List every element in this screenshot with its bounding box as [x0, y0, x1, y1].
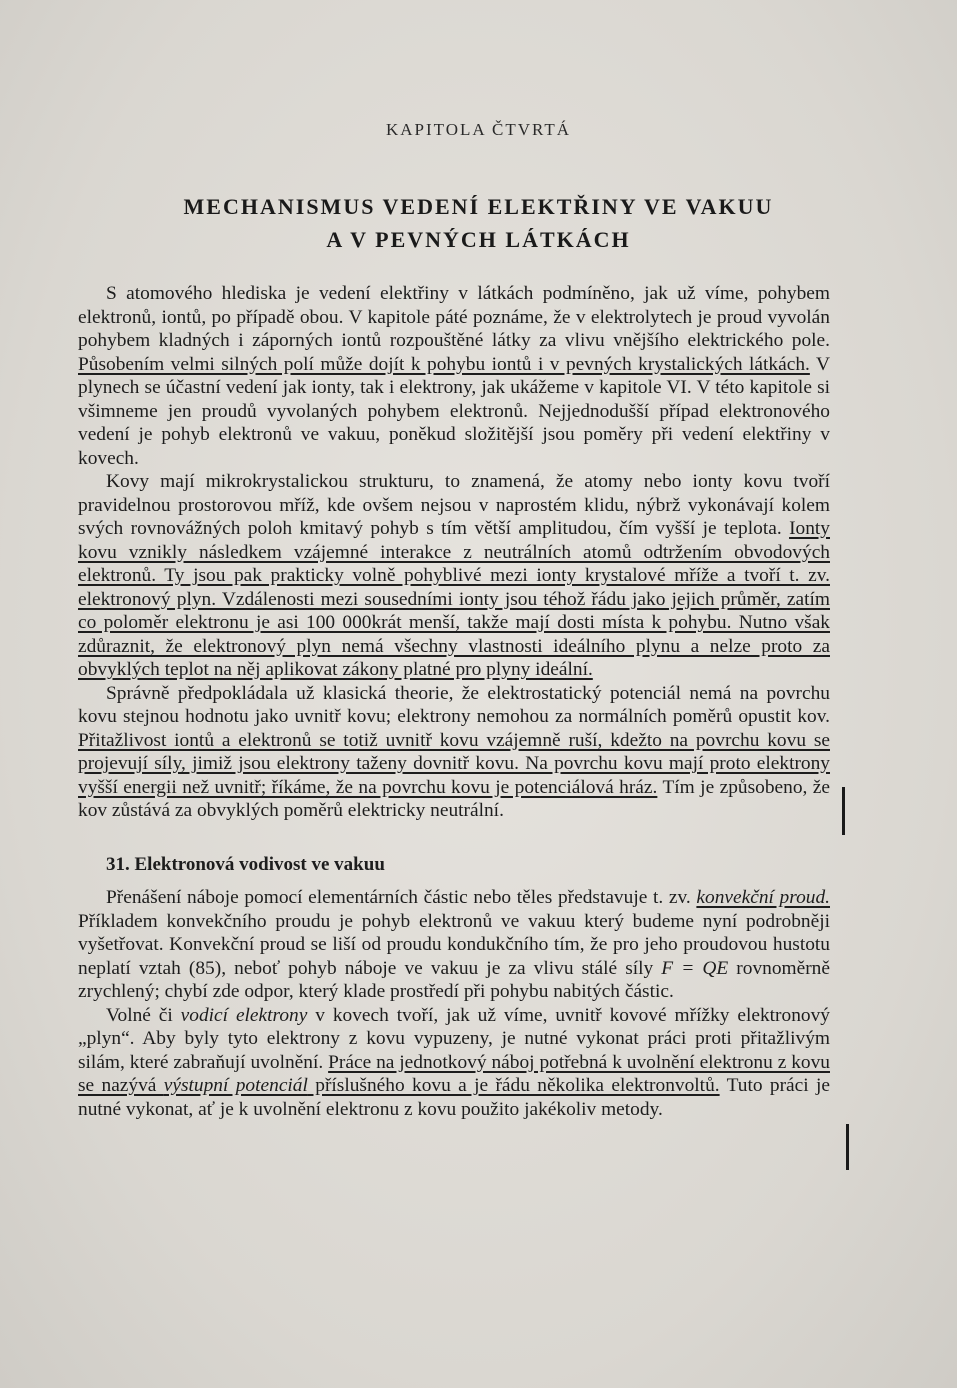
formula: F = QE	[661, 957, 729, 979]
term-vystupni-potencial: výstupní potenciál	[163, 1075, 308, 1096]
section-paragraph-2-underlined: Práce na jednotkový náboj potřebná k uvolnění elektronu z kovu se nazývá	[78, 1051, 830, 1096]
section-paragraph-2	[78, 1004, 830, 1122]
paragraph-1-text: S atomového hlediska je vedení elektřiny v látkách podmíněno, jak už víme, pohybem elektronů, iontů, po případě obou. V kapitole páté poznáme, že v elektrolytech je proud vyvolán pohybem kladných i záporných iontů rozpouštěné látky za vlivu vnějšího elektrického pole.	[78, 283, 830, 351]
term-konvekcni-proud: konvekční proud.	[696, 887, 830, 908]
chapter-label: KAPITOLA ČTVRTÁ	[386, 120, 571, 139]
paragraph-1	[78, 282, 830, 470]
paragraph-3	[78, 682, 830, 823]
margin-mark	[842, 787, 845, 835]
section-paragraph-1-text-end: rovnoměrně zrychlený; chybí zde odpor, který klade prostředí při pohybu nabitých částic.	[78, 957, 830, 1002]
paragraph-3-underlined: Přitažlivost iontů a elektronů se totiž uvnitř kovu vzájemně ruší, kdežto na povrchu kovu se projevují síly, jimiž jsou elektrony taženy dovnitř kovu. Na povrchu kovu mají proto elektrony vyšší energii než uvnitř; říkáme, že na povrchu kovu je potenciálová hráz.	[78, 729, 830, 798]
section-heading: 31. Elektronová vodivost ve vakuu	[106, 853, 385, 875]
paragraph-2	[78, 470, 830, 682]
section-paragraph-1	[78, 886, 830, 1004]
paragraph-2-underlined: Ionty kovu vznikly následkem vzájemné interakce z neutrálních atomů odtržením obvodových elektronů. Ty jsou pak prakticky volně pohyblivé mezi ionty krystalové mříže a tvoří t. zv. elektronový plyn. Vzdálenosti mezi sousedními ionty jsou téhož řádu jako jejich průměr, zatím co poloměr elektronu je asi 100 000krát menší, takže mají dosti místa k pohybu. Nutno však zdůraznit, že elektronový plyn nemá všechny vlastnosti ideálního plynu a nelze proto za obvyklých teplot na něj aplikovat zákony platné pro plyny ideální.	[78, 518, 830, 680]
paragraph-1-underlined: Působením velmi silných polí může dojít k pohybu iontů i v pevných krystalických látkách.	[78, 353, 810, 375]
section-paragraph-2-text: Volné či	[106, 1004, 181, 1026]
chapter-title	[0, 190, 957, 256]
paragraph-3-text-cont: Tím je způsobeno, že kov zůstává za obvyklých poměrů elektricky neutrální.	[78, 776, 830, 821]
chapter-body	[78, 282, 830, 1121]
margin-mark	[846, 1124, 849, 1170]
chapter-title-line-2: A V PEVNÝCH LÁTKÁCH	[326, 227, 631, 252]
chapter-title-line-1: MECHANISMUS VEDENÍ ELEKTŘINY VE VAKUU	[183, 194, 774, 219]
section-paragraph-2-underlined-cont: příslušného kovu a je řádu několika elektronvoltů.	[307, 1075, 720, 1096]
term-vodici-elektrony: vodicí elektrony	[180, 1004, 308, 1026]
paragraph-3-text: Správně předpokládala už klasická theorie, že elektrostatický potenciál nemá na povrchu kovu stejnou hodnotu jako uvnitř kovu; elektrony nemohou za normálních poměrů opustit kov.	[78, 682, 830, 727]
paragraph-2-text: Kovy mají mikrokrystalickou strukturu, to znamená, že atomy nebo ionty kovu tvoří pravidelnou prostorovou mříž, kde ovšem nejsou v naprostém klidu, nýbrž vykonávají kolem svých rovnovážných poloh kmitavý pohyb s tím větší amplitudou, čím vyšší je teplota.	[78, 471, 830, 539]
section-paragraph-1-text: Přenášení náboje pomocí elementárních částic nebo těles představuje t. zv.	[106, 887, 697, 908]
section-paragraph-2-text-cont: v kovech tvoří, jak už víme, uvnitř kovové mřížky elektronový „plyn“. Aby byly tyto elektrony z kovu vypuzeny, je nutné vykonat práci proti přitažlivým silám, které zabraňují uvolnění.	[78, 1004, 830, 1073]
section-paragraph-1-text-cont: Příkladem konvekčního proudu je pohyb elektronů ve vakuu který budeme nyní podrobněji vyšetřovat. Konvekční proud se liší od proudu kondukčního tím, že pro jeho proudovou hustotu neplatí vztah (85), neboť pohyb náboje ve vakuu je za vlivu stálé síly	[78, 910, 830, 979]
paragraph-1-text-cont: V plynech se účastní vedení jak ionty, tak i elektrony, jak ukážeme v kapitole VI. V této kapitole si všimneme jen proudů vyvolaných pohybem elektronů. Nejjednodušší případ elektronového vedení je pohyb elektronů ve vakuu, poněkud složitější jsou poměry při vedení elektřiny v kovech.	[78, 353, 830, 469]
section-paragraph-2-text-end: Tuto práci je nutné vykonat, ať je k uvolnění elektronu z kovu použito jakékoliv metody.	[78, 1075, 830, 1120]
